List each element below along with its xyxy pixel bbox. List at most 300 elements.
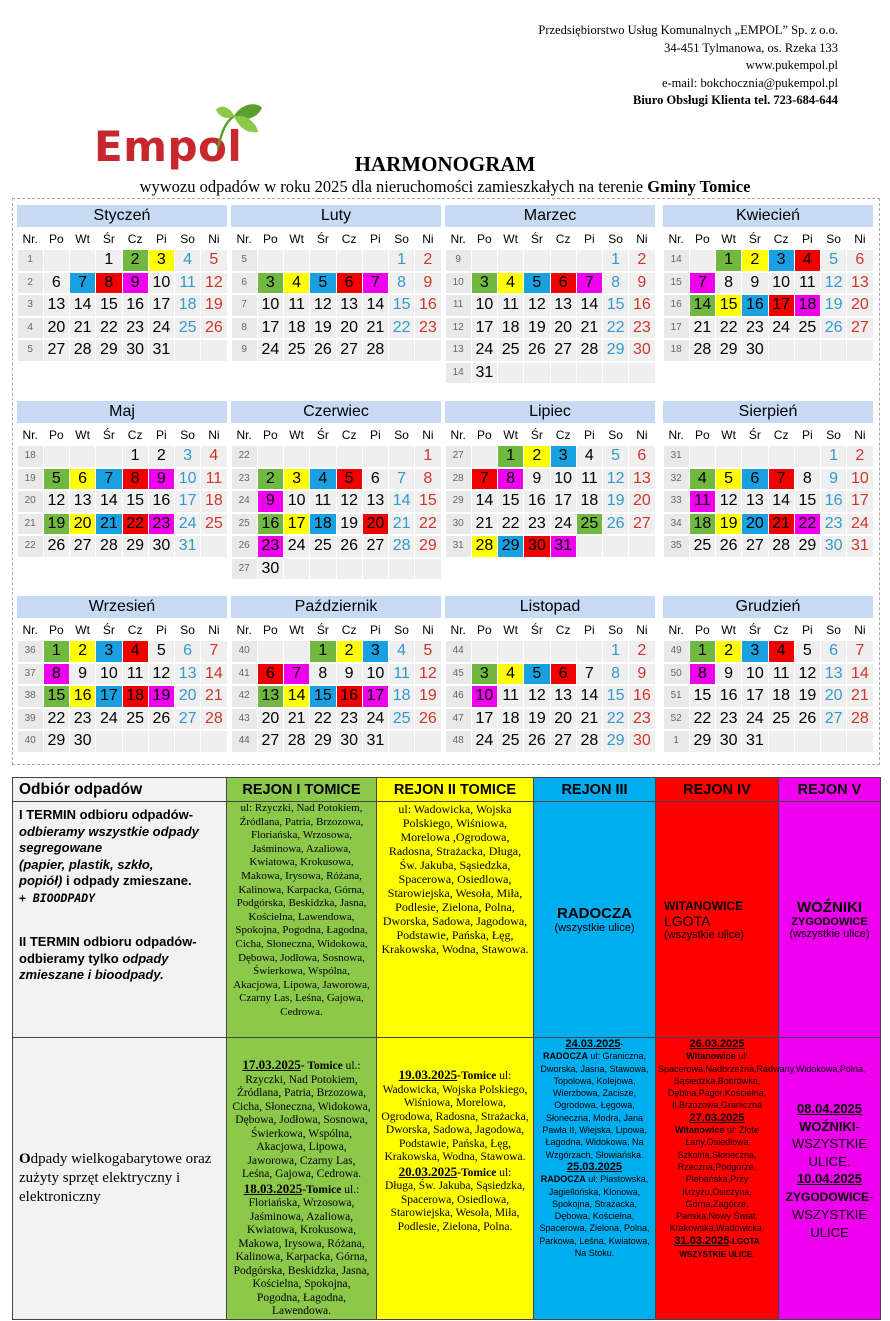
day-cell: 11 [690, 491, 715, 512]
day-cell: 8 [415, 469, 440, 490]
day-cell: 3 [284, 469, 309, 490]
rejon-1-streets: ul: Rzyczki, Nad Potokiem, Źródlana, Patria, Brzozowa, Floriańska, Wrzosowa, Jaśminowa, Azaliowa, Kwiatowa, Krokusowa, Makowa, Irysowa, Różana, Kalinowa, Karpacka, Górna, Podgórska, Beskidzka, Jasna, Kościelna, Lawendowa, Spokojna, Pogodna, Łagodna, Cicha, Słoneczna, Widokowa, Dębowa, Jodłowa, Sosnowa, Świerkowa, Wspólna, Akacjowa, Lipowa, Jaworowa, Czarny Las, Leśna, Gajowa, Cedrowa. [227, 802, 377, 1038]
location: ZYGODOWICE [785, 1189, 869, 1204]
day-cell: 6 [629, 446, 654, 467]
day-cell: 12 [44, 491, 69, 512]
day-cell: 14 [690, 295, 715, 316]
day-header: Wt [70, 620, 96, 640]
rejon-3-name: RADOCZA [557, 905, 632, 922]
rejon-4-area [656, 802, 779, 1038]
day-cell: 14 [70, 295, 95, 316]
week-number: 47 [446, 709, 471, 730]
day-cell: 9 [258, 491, 283, 512]
location: -Tomice [302, 1183, 342, 1196]
rejon-5-name: WOŹNIKI [797, 899, 862, 916]
week-number: 8 [232, 318, 257, 339]
day-cell: 3 [175, 446, 200, 467]
week-number: 31 [446, 536, 471, 557]
empty-day [258, 250, 283, 271]
day-cell: 12 [415, 664, 440, 685]
day-header: Wt [284, 229, 310, 249]
empty-day [363, 446, 388, 467]
week-number: 9 [446, 250, 471, 271]
day-cell: 16 [258, 514, 283, 535]
day-cell: 7 [201, 641, 226, 662]
day-cell: 29 [603, 731, 628, 752]
day-cell: 29 [795, 536, 820, 557]
day-cell: 3 [472, 273, 497, 294]
day-cell: 9 [629, 664, 654, 685]
date: 08.04.2025 [796, 1101, 863, 1116]
day-cell: 17 [551, 491, 576, 512]
day-cell: 17 [742, 686, 767, 707]
empty-day [96, 731, 121, 752]
day-header: So [603, 425, 629, 445]
day-cell: 26 [524, 731, 549, 752]
month-name: Grudzień [663, 596, 873, 618]
week-number: 16 [664, 295, 689, 316]
day-header: Cz [768, 425, 794, 445]
day-cell: 20 [337, 318, 362, 339]
day-header: Cz [122, 620, 148, 640]
day-cell: 14 [284, 686, 309, 707]
day-cell: 15 [603, 295, 628, 316]
day-header: Śr [524, 620, 550, 640]
week-number: 5 [232, 250, 257, 271]
day-cell: 30 [258, 559, 283, 580]
streets: ul: Spacerowa,Nadbrzeżna,Radwany,Widokowa,Polna, Sąsiedzka,Bobrówka, Dębina,Pagór,Kościelna, Il,Brzozowa,Graniczna [658, 1051, 866, 1111]
month-11 [663, 596, 873, 753]
empty-day [795, 446, 820, 467]
day-header: So [821, 425, 847, 445]
day-cell: 23 [716, 709, 741, 730]
day-cell: 17 [258, 318, 283, 339]
day-cell: 27 [847, 318, 872, 339]
empty-day [742, 446, 767, 467]
day-cell: 19 [716, 514, 741, 535]
rejon-1-dates [227, 1038, 377, 1320]
day-cell: 13 [175, 664, 200, 685]
day-cell: 14 [96, 491, 121, 512]
month-grid [231, 620, 441, 753]
day-cell: 6 [363, 469, 388, 490]
day-cell: 10 [551, 469, 576, 490]
day-header: Nr. [17, 620, 43, 640]
day-cell: 1 [96, 250, 121, 271]
day-cell: 28 [577, 340, 602, 361]
empty-day [577, 536, 602, 557]
page-title: HARMONOGRAM [354, 152, 536, 176]
day-cell: 10 [258, 295, 283, 316]
empty-day [70, 250, 95, 271]
day-header: So [175, 229, 201, 249]
rejon-4-name: LGOTA [664, 912, 711, 929]
empty-day [551, 250, 576, 271]
day-cell: 19 [524, 709, 549, 730]
term1-line: popiół) [19, 873, 63, 888]
week-number: 3 [18, 295, 43, 316]
company-email: e-mail: bokchocznia@pukempol.pl [661, 75, 838, 90]
day-cell: 4 [389, 641, 414, 662]
empty-day [201, 536, 226, 557]
day-cell: 12 [337, 491, 362, 512]
day-cell: 11 [769, 664, 794, 685]
month-grid [17, 620, 227, 753]
day-cell: 12 [149, 664, 174, 685]
month-name: Maj [17, 401, 227, 423]
day-header: Śr [524, 425, 550, 445]
day-header: Ni [847, 425, 873, 445]
term1-line: i odpady zmieszane. [62, 873, 192, 888]
day-cell: 11 [577, 469, 602, 490]
day-cell: 31 [742, 731, 767, 752]
empty-day [577, 250, 602, 271]
day-header: Pi [794, 620, 820, 640]
day-cell: 23 [629, 709, 654, 730]
day-header: Po [257, 620, 283, 640]
day-cell: 24 [472, 340, 497, 361]
streets: Rzyczki, Nad Potokiem, Źródlana, Patria, Brzozowa, Cicha, Słoneczna, Widokowa, Dębowa, Jodłowa, Sosnowa, Świerkowa, Wspólna, Akacjowa, Lipowa, Jaworowa, Czarny Las, Leśna, Gajowa, Cedrowa. [232, 1073, 371, 1180]
empty-day [310, 250, 335, 271]
day-cell: 1 [603, 641, 628, 662]
day-cell: 13 [44, 295, 69, 316]
day-header: Ni [201, 620, 227, 640]
month-name: Wrzesień [17, 596, 227, 618]
day-cell: 30 [149, 536, 174, 557]
day-cell: 11 [123, 664, 148, 685]
week-number: 7 [232, 295, 257, 316]
day-cell: 14 [389, 491, 414, 512]
day-header: Wt [284, 425, 310, 445]
empty-day [769, 340, 794, 361]
day-cell: 6 [337, 273, 362, 294]
day-header: Ni [201, 229, 227, 249]
empty-day [577, 363, 602, 384]
day-cell: 27 [363, 536, 388, 557]
empty-day [96, 446, 121, 467]
empty-day [603, 536, 628, 557]
day-cell: 30 [742, 340, 767, 361]
week-number: 49 [664, 641, 689, 662]
page-subtitle [0, 177, 890, 197]
empty-day [498, 641, 523, 662]
day-cell: 10 [472, 686, 497, 707]
day-cell: 2 [629, 641, 654, 662]
week-number: 38 [18, 686, 43, 707]
header-rejon-2: REJON II TOMICE [377, 778, 534, 802]
day-cell: 27 [551, 731, 576, 752]
day-cell: 24 [847, 514, 872, 535]
day-header: So [821, 620, 847, 640]
day-cell: 19 [337, 514, 362, 535]
month-grid [663, 229, 873, 362]
day-header: Wt [498, 229, 524, 249]
logo-text: Empol [94, 122, 243, 171]
day-cell: 9 [524, 469, 549, 490]
empty-day [175, 731, 200, 752]
day-cell: 26 [795, 709, 820, 730]
day-cell: 25 [310, 536, 335, 557]
day-header: Nr. [663, 425, 689, 445]
week-number: 41 [232, 664, 257, 685]
day-cell: 19 [795, 686, 820, 707]
day-cell: 21 [96, 514, 121, 535]
day-cell: 4 [577, 446, 602, 467]
company-info [538, 22, 838, 110]
streets: Długa, Św. Jakuba, Sąsiedzka, Spacerowa, Osiedlowa, Starowiejska, Wesoła, Miła, Podlesie, Zielona, Polna. [384, 1180, 526, 1233]
day-cell: 29 [123, 536, 148, 557]
header-odbior: Odbiór odpadów [13, 778, 227, 802]
day-cell: 22 [310, 709, 335, 730]
day-cell: 8 [123, 469, 148, 490]
month-name: Lipiec [445, 401, 655, 423]
day-cell: 10 [472, 295, 497, 316]
day-cell: 18 [795, 295, 820, 316]
bulky-rest: dpady wielkogabarytowe oraz zużyty sprzęt elektryczny i elektroniczny [19, 1150, 212, 1205]
day-cell: 28 [201, 709, 226, 730]
week-number: 39 [18, 709, 43, 730]
day-cell: 26 [310, 340, 335, 361]
location: -Tomice [457, 1070, 497, 1082]
day-cell: 4 [795, 250, 820, 271]
day-header: Wt [284, 620, 310, 640]
day-cell: 8 [96, 273, 121, 294]
day-cell: 26 [716, 536, 741, 557]
day-header: Cz [336, 229, 362, 249]
streets: Wadowicka, Wojska Polskiego, Wiśniowa, Morelowa, Ogrodowa, Radosna, Strażacka, Dworska, Sadowa, Jagodowa, Podstawie, Pańska, Łęg, Krakowska, Wodna, Stawowa. [381, 1083, 529, 1163]
day-header: So [603, 620, 629, 640]
day-cell: 30 [629, 731, 654, 752]
day-cell: 5 [795, 641, 820, 662]
day-cell: 26 [337, 536, 362, 557]
day-cell: 18 [690, 514, 715, 535]
day-header: Cz [768, 229, 794, 249]
day-cell: 18 [310, 514, 335, 535]
week-number: 27 [232, 559, 257, 580]
day-cell: 5 [310, 273, 335, 294]
day-cell: 15 [44, 686, 69, 707]
empty-day [551, 363, 576, 384]
week-number: 22 [232, 446, 257, 467]
term1-line: odbieramy wszystkie odpady [19, 823, 199, 839]
day-cell: 17 [96, 686, 121, 707]
day-cell: 11 [310, 491, 335, 512]
month-4 [17, 401, 227, 558]
week-number: 2 [18, 273, 43, 294]
day-cell: 10 [847, 469, 872, 490]
day-header: Nr. [445, 229, 471, 249]
empty-day [389, 340, 414, 361]
day-cell: 13 [629, 469, 654, 490]
day-cell: 1 [690, 641, 715, 662]
day-header: Cz [768, 620, 794, 640]
day-cell: 26 [524, 340, 549, 361]
day-header: Wt [716, 425, 742, 445]
week-number: 32 [664, 469, 689, 490]
week-number: 27 [446, 446, 471, 467]
day-cell: 3 [363, 641, 388, 662]
day-cell: 3 [551, 446, 576, 467]
day-cell: 27 [629, 514, 654, 535]
day-cell: 19 [201, 295, 226, 316]
day-cell: 14 [472, 491, 497, 512]
empty-day [847, 340, 872, 361]
empty-day [363, 559, 388, 580]
day-cell: 27 [742, 536, 767, 557]
day-cell: 22 [498, 514, 523, 535]
day-cell: 6 [742, 469, 767, 490]
empty-day [284, 250, 309, 271]
day-cell: 13 [70, 491, 95, 512]
day-cell: 22 [716, 318, 741, 339]
day-cell: 17 [847, 491, 872, 512]
terms-cell [13, 802, 227, 1038]
date: 17.03.2025 [242, 1057, 301, 1072]
day-header: Ni [629, 229, 655, 249]
day-cell: 15 [310, 686, 335, 707]
day-cell: 15 [389, 295, 414, 316]
day-cell: 23 [415, 318, 440, 339]
day-cell: 25 [389, 709, 414, 730]
subtitle-text: wywozu odpadów w roku 2025 dla nieruchomości zamieszkałych na terenie [139, 177, 648, 196]
day-cell: 17 [284, 514, 309, 535]
empty-day [363, 250, 388, 271]
day-header: Po [43, 229, 69, 249]
day-header: Cz [336, 620, 362, 640]
empty-day [284, 559, 309, 580]
month-1 [231, 205, 441, 362]
day-header: Śr [310, 620, 336, 640]
day-cell: 17 [472, 318, 497, 339]
day-cell: 13 [742, 491, 767, 512]
rejon-3-area [534, 802, 656, 1038]
day-cell: 5 [415, 641, 440, 662]
empty-day [524, 250, 549, 271]
week-number: 45 [446, 664, 471, 685]
day-header: Ni [415, 425, 441, 445]
day-cell: 15 [716, 295, 741, 316]
day-header: So [389, 620, 415, 640]
day-cell: 10 [96, 664, 121, 685]
day-cell: 22 [795, 514, 820, 535]
week-number: 35 [664, 536, 689, 557]
day-cell: 11 [284, 295, 309, 316]
day-cell: 25 [175, 318, 200, 339]
term2-line: odpady [122, 950, 169, 966]
week-number: 9 [232, 340, 257, 361]
day-cell: 22 [44, 709, 69, 730]
day-header: Śr [96, 425, 122, 445]
day-cell: 29 [310, 731, 335, 752]
streets: ul: Złote Łany,Osiedlowa Szkolna,Słoneczna, Rzeczna,Podgórze, Plebańska,Przy Krzyżu,Osiczyna, Górna,Zagórze, Pańska,Nowy Świat, Krakowska,Wadowicka. [669, 1125, 765, 1234]
day-cell: 19 [310, 318, 335, 339]
week-number: 43 [232, 709, 257, 730]
location: RADOCZA [542, 1051, 588, 1062]
ul-label: ul.: [342, 1060, 361, 1072]
day-cell: 6 [551, 664, 576, 685]
leaf-icon [212, 100, 264, 150]
day-cell: 21 [389, 514, 414, 535]
day-header: Pi [794, 229, 820, 249]
week-number: 51 [664, 686, 689, 707]
month-2 [445, 205, 655, 384]
day-cell: 19 [44, 514, 69, 535]
day-cell: 17 [175, 491, 200, 512]
empty-day [821, 731, 846, 752]
empty-day [44, 446, 69, 467]
week-number: 50 [664, 664, 689, 685]
empty-day [629, 363, 654, 384]
day-header: So [175, 620, 201, 640]
day-header: Wt [70, 425, 96, 445]
day-cell: 2 [149, 446, 174, 467]
day-cell: 9 [123, 273, 148, 294]
day-cell: 31 [472, 363, 497, 384]
day-cell: 4 [201, 446, 226, 467]
day-cell: 10 [175, 469, 200, 490]
day-cell: 22 [603, 318, 628, 339]
day-cell: 1 [498, 446, 523, 467]
week-number: 12 [446, 318, 471, 339]
day-cell: 14 [847, 664, 872, 685]
empty-day [795, 731, 820, 752]
day-cell: 7 [96, 469, 121, 490]
day-cell: 27 [551, 340, 576, 361]
month-grid [445, 425, 655, 558]
day-cell: 28 [70, 340, 95, 361]
day-cell: 9 [337, 664, 362, 685]
day-header: Cz [550, 229, 576, 249]
day-cell: 20 [742, 514, 767, 535]
day-header: Pi [576, 425, 602, 445]
day-cell: 20 [258, 709, 283, 730]
header-rejon-3: REJON III [534, 778, 656, 802]
day-cell: 23 [258, 536, 283, 557]
day-cell: 9 [742, 273, 767, 294]
empty-day [498, 250, 523, 271]
day-cell: 4 [175, 250, 200, 271]
month-grid [445, 229, 655, 384]
empty-day [310, 446, 335, 467]
week-number: 46 [446, 686, 471, 707]
day-header: Ni [415, 620, 441, 640]
day-header: Ni [847, 229, 873, 249]
empty-day [577, 641, 602, 662]
day-cell: 9 [821, 469, 846, 490]
day-cell: 23 [70, 709, 95, 730]
day-header: Śr [742, 425, 768, 445]
month-10 [445, 596, 655, 753]
day-cell: 6 [44, 273, 69, 294]
day-header: So [603, 229, 629, 249]
company-address: 34-451 Tylmanowa, os. Rzeka 133 [664, 40, 838, 55]
day-cell: 6 [258, 664, 283, 685]
day-cell: 15 [96, 295, 121, 316]
day-header: Pi [576, 620, 602, 640]
day-cell: 26 [603, 514, 628, 535]
date: 25.03.2025 [566, 1160, 623, 1173]
day-cell: 4 [498, 664, 523, 685]
day-cell: 18 [498, 318, 523, 339]
date: 19.03.2025 [398, 1067, 458, 1082]
streets: Floriańska, Wrzosowa, Jaśminowa, Azaliowa, Kwiatowa, Krokusowa, Makowa, Irysowa, Różana, Kalinowa, Karpacka, Górna, Podgórska, Beskidzka, Jasna, Kościelna, Spokojna, Pogodna, Łagodna, Lawendowa. [233, 1197, 370, 1317]
day-cell: 18 [284, 318, 309, 339]
week-number: 22 [18, 536, 43, 557]
day-header: Po [43, 620, 69, 640]
day-cell: 1 [44, 641, 69, 662]
header-rejon-4: REJON IV [656, 778, 779, 802]
day-cell: 29 [44, 731, 69, 752]
